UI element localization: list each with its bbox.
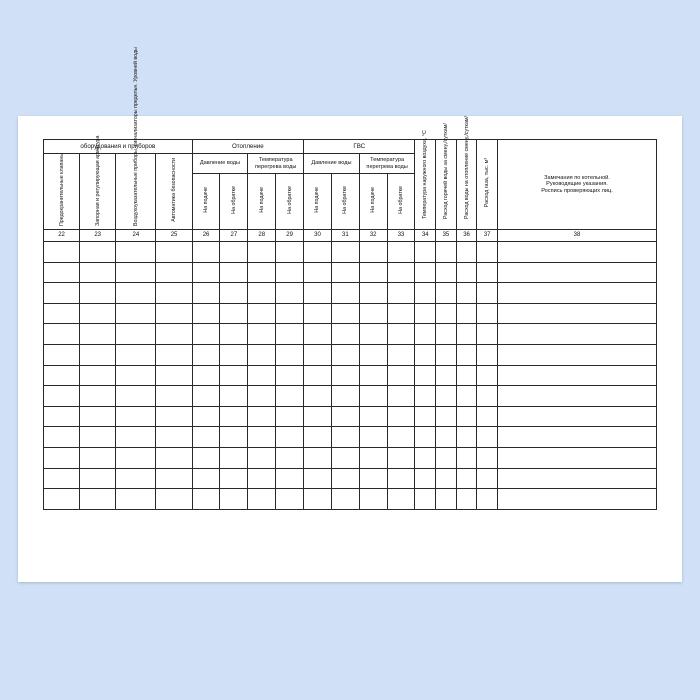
- table-cell[interactable]: [116, 468, 156, 489]
- table-cell[interactable]: [477, 303, 498, 324]
- table-row[interactable]: [44, 447, 657, 468]
- table-cell[interactable]: [477, 344, 498, 365]
- table-cell[interactable]: [497, 303, 656, 324]
- table-cell[interactable]: [359, 242, 387, 263]
- table-cell[interactable]: [156, 242, 192, 263]
- register-table: [43, 47, 657, 510]
- table-cell[interactable]: [304, 447, 332, 468]
- table-cell[interactable]: [248, 262, 276, 283]
- table-cell[interactable]: [248, 468, 276, 489]
- table-row[interactable]: [44, 489, 657, 510]
- table-cell[interactable]: [359, 386, 387, 407]
- table-cell[interactable]: [436, 324, 457, 345]
- table-cell[interactable]: [359, 468, 387, 489]
- table-cell[interactable]: [192, 283, 220, 304]
- dhw-pressure-supply: На подаче: [304, 174, 332, 230]
- table-cell[interactable]: [192, 447, 220, 468]
- table-row[interactable]: [44, 468, 657, 489]
- heating-pressure-return: На обратке: [220, 174, 248, 230]
- table-cell[interactable]: [220, 365, 248, 386]
- table-cell[interactable]: [44, 262, 80, 283]
- table-cell[interactable]: [220, 242, 248, 263]
- table-cell[interactable]: [248, 344, 276, 365]
- table-cell[interactable]: [44, 283, 80, 304]
- column-number-row: [44, 230, 657, 242]
- table-cell[interactable]: [456, 468, 477, 489]
- table-cell[interactable]: [276, 303, 304, 324]
- table-cell[interactable]: [436, 406, 457, 427]
- table-cell[interactable]: [44, 365, 80, 386]
- table-cell[interactable]: [116, 447, 156, 468]
- table-cell[interactable]: [331, 365, 359, 386]
- table-cell[interactable]: [304, 283, 332, 304]
- table-cell[interactable]: [220, 489, 248, 510]
- column-number: 28: [248, 230, 276, 242]
- table-cell[interactable]: [304, 427, 332, 448]
- table-cell[interactable]: [304, 468, 332, 489]
- paper-sheet: [18, 47, 682, 582]
- table-cell[interactable]: [276, 283, 304, 304]
- table-cell[interactable]: [359, 489, 387, 510]
- table-cell[interactable]: [497, 283, 656, 304]
- table-cell[interactable]: [436, 447, 457, 468]
- column-number: 27: [220, 230, 248, 242]
- table-cell[interactable]: [456, 324, 477, 345]
- table-cell[interactable]: [156, 303, 192, 324]
- table-cell[interactable]: [276, 468, 304, 489]
- table-cell[interactable]: [220, 447, 248, 468]
- table-row[interactable]: [44, 242, 657, 263]
- table-cell[interactable]: [304, 489, 332, 510]
- table-cell[interactable]: [116, 242, 156, 263]
- table-cell[interactable]: [192, 386, 220, 407]
- table-cell[interactable]: [415, 242, 436, 263]
- table-cell[interactable]: [359, 344, 387, 365]
- dhw-temperature-return: На обратке: [387, 174, 415, 230]
- table-row[interactable]: [44, 365, 657, 386]
- table-cell[interactable]: [359, 406, 387, 427]
- table-cell[interactable]: [456, 386, 477, 407]
- table-cell[interactable]: [304, 324, 332, 345]
- table-cell[interactable]: [477, 242, 498, 263]
- table-cell[interactable]: [192, 242, 220, 263]
- column-number: 35: [436, 230, 457, 242]
- table-cell[interactable]: [436, 365, 457, 386]
- table-cell[interactable]: [80, 447, 116, 468]
- table-cell[interactable]: [44, 303, 80, 324]
- table-cell[interactable]: [436, 262, 457, 283]
- table-cell[interactable]: [477, 324, 498, 345]
- table-cell[interactable]: [497, 365, 656, 386]
- table-cell[interactable]: [331, 283, 359, 304]
- table-cell[interactable]: [276, 262, 304, 283]
- notes-line-2: Руководящие указания.: [546, 181, 608, 188]
- table-cell[interactable]: [477, 447, 498, 468]
- table-cell[interactable]: [436, 242, 457, 263]
- table-cell[interactable]: [304, 344, 332, 365]
- table-cell[interactable]: [248, 324, 276, 345]
- table-cell[interactable]: [156, 365, 192, 386]
- table-cell[interactable]: [387, 242, 415, 263]
- table-cell[interactable]: [276, 344, 304, 365]
- table-cell[interactable]: [80, 324, 116, 345]
- table-cell[interactable]: [415, 283, 436, 304]
- table-cell[interactable]: [477, 406, 498, 427]
- table-cell[interactable]: [456, 242, 477, 263]
- table-cell[interactable]: [436, 489, 457, 510]
- column-safety-valves: Предохранительные клапаны: [44, 154, 80, 230]
- table-cell[interactable]: [116, 303, 156, 324]
- table-cell[interactable]: [248, 365, 276, 386]
- table-cell[interactable]: [276, 427, 304, 448]
- table-cell[interactable]: [248, 427, 276, 448]
- column-number: 33: [387, 230, 415, 242]
- table-cell[interactable]: [156, 386, 192, 407]
- table-cell[interactable]: [248, 303, 276, 324]
- table-cell[interactable]: [156, 283, 192, 304]
- dhw-pressure-return: На обратке: [331, 174, 359, 230]
- table-cell[interactable]: [116, 406, 156, 427]
- table-cell[interactable]: [456, 262, 477, 283]
- column-number: 29: [276, 230, 304, 242]
- table-cell[interactable]: [80, 283, 116, 304]
- table-cell[interactable]: [331, 303, 359, 324]
- table-cell[interactable]: [436, 303, 457, 324]
- table-cell[interactable]: [456, 303, 477, 324]
- table-cell[interactable]: [220, 303, 248, 324]
- heating-temperature-header: Температура перегрева воды: [248, 154, 304, 174]
- table-cell[interactable]: [477, 489, 498, 510]
- table-cell[interactable]: [415, 262, 436, 283]
- table-cell[interactable]: [44, 468, 80, 489]
- table-cell[interactable]: [192, 303, 220, 324]
- table-cell[interactable]: [497, 447, 656, 468]
- table-cell[interactable]: [331, 344, 359, 365]
- table-cell[interactable]: [44, 386, 80, 407]
- table-cell[interactable]: [192, 262, 220, 283]
- table-cell[interactable]: [415, 365, 436, 386]
- column-heating-water-consumption: Расход воды на отопление смену,/cуткам/: [456, 140, 477, 230]
- table-cell[interactable]: [116, 344, 156, 365]
- table-cell[interactable]: [436, 344, 457, 365]
- table-cell[interactable]: [331, 447, 359, 468]
- column-number: 31: [331, 230, 359, 242]
- table-cell[interactable]: [116, 427, 156, 448]
- heating-temperature-return: На обратке: [276, 174, 304, 230]
- table-cell[interactable]: [248, 386, 276, 407]
- table-cell[interactable]: [156, 489, 192, 510]
- table-row[interactable]: [44, 427, 657, 448]
- table-cell[interactable]: [220, 468, 248, 489]
- table-cell[interactable]: [387, 468, 415, 489]
- table-cell[interactable]: [359, 447, 387, 468]
- table-cell[interactable]: [80, 365, 116, 386]
- table-cell[interactable]: [220, 344, 248, 365]
- notes-line-3: Роспись проверяющих лиц.: [541, 187, 613, 194]
- table-cell[interactable]: [477, 262, 498, 283]
- table-cell[interactable]: [415, 427, 436, 448]
- table-cell[interactable]: [456, 427, 477, 448]
- column-number: 30: [304, 230, 332, 242]
- table-cell[interactable]: [220, 406, 248, 427]
- table-cell[interactable]: [156, 262, 192, 283]
- table-cell[interactable]: [156, 344, 192, 365]
- dhw-temperature-header: Температура перегрева воды: [359, 154, 415, 174]
- table-cell[interactable]: [497, 406, 656, 427]
- table-cell[interactable]: [331, 324, 359, 345]
- table-cell[interactable]: [497, 468, 656, 489]
- table-cell[interactable]: [387, 447, 415, 468]
- table-cell[interactable]: [456, 489, 477, 510]
- table-cell[interactable]: [220, 262, 248, 283]
- table-cell[interactable]: [359, 283, 387, 304]
- table-cell[interactable]: [248, 447, 276, 468]
- table-cell[interactable]: [44, 427, 80, 448]
- table-cell[interactable]: [331, 406, 359, 427]
- table-cell[interactable]: [477, 386, 498, 407]
- dhw-temperature-supply: На подаче: [359, 174, 387, 230]
- table-row[interactable]: [44, 262, 657, 283]
- table-cell[interactable]: [44, 242, 80, 263]
- table-cell[interactable]: [387, 386, 415, 407]
- table-cell[interactable]: [436, 283, 457, 304]
- table-cell[interactable]: [387, 406, 415, 427]
- table-cell[interactable]: [497, 262, 656, 283]
- table-cell[interactable]: [44, 324, 80, 345]
- table-cell[interactable]: [387, 303, 415, 324]
- table-cell[interactable]: [80, 344, 116, 365]
- table-cell[interactable]: [415, 468, 436, 489]
- table-cell[interactable]: [304, 242, 332, 263]
- table-cell[interactable]: [477, 365, 498, 386]
- table-cell[interactable]: [331, 427, 359, 448]
- table-cell[interactable]: [276, 242, 304, 263]
- table-cell[interactable]: [359, 303, 387, 324]
- column-number: 23: [80, 230, 116, 242]
- heating-pressure-header: Давление воды: [192, 154, 248, 174]
- table-cell[interactable]: [359, 365, 387, 386]
- table-cell[interactable]: [276, 324, 304, 345]
- table-cell[interactable]: [116, 283, 156, 304]
- table-cell[interactable]: [331, 242, 359, 263]
- table-cell[interactable]: [387, 344, 415, 365]
- group-header-equipment: оборудования и приборов: [44, 140, 193, 154]
- table-cell[interactable]: [192, 324, 220, 345]
- table-cell[interactable]: [156, 468, 192, 489]
- table-cell[interactable]: [276, 365, 304, 386]
- table-cell[interactable]: [44, 489, 80, 510]
- heating-pressure-supply: На подаче: [192, 174, 220, 230]
- column-number: 34: [415, 230, 436, 242]
- table-row[interactable]: [44, 283, 657, 304]
- table-cell[interactable]: [116, 489, 156, 510]
- table-cell[interactable]: [248, 242, 276, 263]
- table-cell[interactable]: [477, 427, 498, 448]
- table-cell[interactable]: [387, 262, 415, 283]
- table-cell[interactable]: [248, 406, 276, 427]
- table-cell[interactable]: [192, 344, 220, 365]
- column-number: 36: [456, 230, 477, 242]
- table-cell[interactable]: [359, 427, 387, 448]
- table-cell[interactable]: [44, 344, 80, 365]
- table-cell[interactable]: [156, 447, 192, 468]
- table-cell[interactable]: [304, 406, 332, 427]
- column-number: 38: [497, 230, 656, 242]
- column-shutoff-valves: Запорная и регулирующая арматура: [80, 154, 116, 230]
- heating-temperature-supply: На подаче: [248, 174, 276, 230]
- table-cell[interactable]: [415, 386, 436, 407]
- table-cell[interactable]: [387, 324, 415, 345]
- table-cell[interactable]: [192, 489, 220, 510]
- table-cell[interactable]: [248, 283, 276, 304]
- table-cell[interactable]: [192, 427, 220, 448]
- table-cell[interactable]: [415, 489, 436, 510]
- table-cell[interactable]: [156, 406, 192, 427]
- table-cell[interactable]: [220, 427, 248, 448]
- table-cell[interactable]: [456, 365, 477, 386]
- column-hot-water-consumption: Расход горячей воды за смену,/cуткам/: [436, 140, 457, 230]
- table-cell[interactable]: [276, 447, 304, 468]
- table-cell[interactable]: [192, 365, 220, 386]
- table-cell[interactable]: [80, 427, 116, 448]
- table-cell[interactable]: [116, 386, 156, 407]
- column-gas-consumption: Расход газа, тыс. м³: [477, 140, 498, 230]
- table-row[interactable]: [44, 344, 657, 365]
- table-cell[interactable]: [331, 468, 359, 489]
- table-cell[interactable]: [415, 344, 436, 365]
- table-cell[interactable]: [304, 262, 332, 283]
- table-cell[interactable]: [156, 427, 192, 448]
- table-cell[interactable]: [192, 468, 220, 489]
- table-cell[interactable]: [80, 303, 116, 324]
- table-cell[interactable]: [387, 365, 415, 386]
- table-body: [44, 242, 657, 510]
- table-cell[interactable]: [304, 365, 332, 386]
- column-number: 37: [477, 230, 498, 242]
- notes-line-1: Замечания по котельной.: [544, 174, 610, 181]
- column-number: 24: [116, 230, 156, 242]
- table-cell[interactable]: [415, 324, 436, 345]
- group-header-dhw: ГВС: [304, 140, 415, 154]
- table-cell[interactable]: [80, 386, 116, 407]
- table-cell[interactable]: [497, 386, 656, 407]
- table-cell[interactable]: [331, 386, 359, 407]
- table-cell[interactable]: [116, 324, 156, 345]
- table-cell[interactable]: [304, 303, 332, 324]
- table-cell[interactable]: [436, 386, 457, 407]
- table-cell[interactable]: [415, 303, 436, 324]
- column-air-indicators: Воздухоуказательные приборы, сигнализаторы предельн. Уровней воды: [116, 154, 156, 230]
- table-cell[interactable]: [387, 427, 415, 448]
- table-cell[interactable]: [497, 324, 656, 345]
- dhw-pressure-header: Давление воды: [304, 154, 360, 174]
- table-cell[interactable]: [331, 262, 359, 283]
- table-cell[interactable]: [248, 489, 276, 510]
- table-cell[interactable]: [156, 324, 192, 345]
- register-table-container: [43, 47, 657, 510]
- table-cell[interactable]: [387, 283, 415, 304]
- table-cell[interactable]: [387, 489, 415, 510]
- column-notes-header: [497, 140, 656, 230]
- table-row[interactable]: [44, 324, 657, 345]
- table-cell[interactable]: [80, 468, 116, 489]
- table-cell[interactable]: [415, 406, 436, 427]
- table-cell[interactable]: [331, 489, 359, 510]
- table-cell[interactable]: [436, 427, 457, 448]
- table-cell[interactable]: [276, 406, 304, 427]
- column-number: 26: [192, 230, 220, 242]
- table-cell[interactable]: [497, 242, 656, 263]
- table-cell[interactable]: [44, 447, 80, 468]
- table-cell[interactable]: [304, 386, 332, 407]
- table-cell[interactable]: [220, 283, 248, 304]
- table-cell[interactable]: [359, 324, 387, 345]
- table-cell[interactable]: [276, 489, 304, 510]
- table-cell[interactable]: [44, 406, 80, 427]
- table-cell[interactable]: [80, 406, 116, 427]
- table-cell[interactable]: [497, 427, 656, 448]
- table-cell[interactable]: [456, 344, 477, 365]
- group-header-heating: Отопление: [192, 140, 303, 154]
- column-number: 25: [156, 230, 192, 242]
- table-cell[interactable]: [80, 262, 116, 283]
- table-row[interactable]: [44, 406, 657, 427]
- table-row[interactable]: [44, 386, 657, 407]
- table-cell[interactable]: [497, 344, 656, 365]
- table-cell[interactable]: [80, 242, 116, 263]
- column-outdoor-temperature: Температура наружного воздуха, °С: [415, 140, 436, 230]
- table-cell[interactable]: [359, 262, 387, 283]
- table-cell[interactable]: [220, 386, 248, 407]
- column-number: 32: [359, 230, 387, 242]
- table-cell[interactable]: [220, 324, 248, 345]
- table-cell[interactable]: [116, 365, 156, 386]
- table-cell[interactable]: [477, 468, 498, 489]
- table-row[interactable]: [44, 303, 657, 324]
- table-cell[interactable]: [116, 262, 156, 283]
- table-cell[interactable]: [276, 386, 304, 407]
- table-cell[interactable]: [456, 447, 477, 468]
- table-cell[interactable]: [477, 283, 498, 304]
- table-cell[interactable]: [497, 489, 656, 510]
- table-cell[interactable]: [436, 468, 457, 489]
- table-cell[interactable]: [192, 406, 220, 427]
- table-cell[interactable]: [80, 489, 116, 510]
- table-cell[interactable]: [415, 447, 436, 468]
- table-cell[interactable]: [456, 283, 477, 304]
- column-number: 22: [44, 230, 80, 242]
- column-safety-automation: Автоматика безопасности: [156, 154, 192, 230]
- table-cell[interactable]: [456, 406, 477, 427]
